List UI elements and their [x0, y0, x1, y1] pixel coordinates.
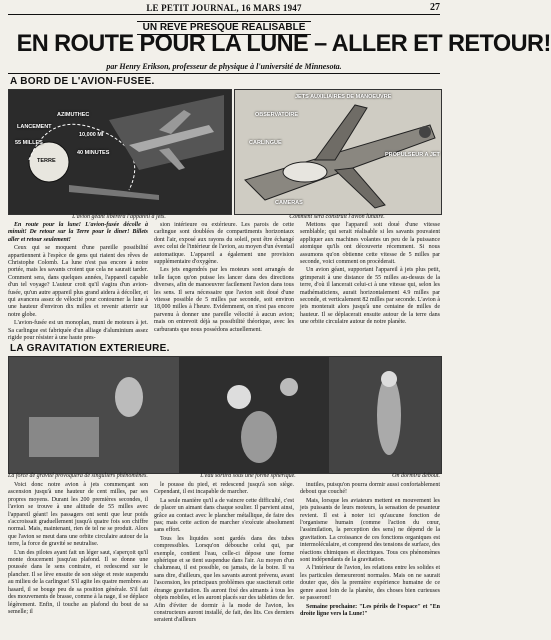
section1-col2-para-2: Les jets engendrés par les moteurs sont arrangés de telle façon qu'on puisse les lancer dans des directions diverses, afin de manoeuvrer facilement l'avion dans tous les sens. Il sera nécessaire que l'avion soit doué d'une vitesse possible de 5 milles par seconde, soit environ 18,000 milles à l'heure. Evidemment, on n'est pas encore parvenu à donner une pareille vélocité à aucun avion; mais on entrevoit déjà sa possibilité théorique, avec les carburants que nous possédons actuellement. — [154, 267, 294, 333]
plane-cutaway — [234, 89, 442, 215]
label-azimuth: AZIMUTHEC — [57, 112, 90, 118]
label-propeller: PROPULSEUR A JET — [385, 152, 440, 158]
section2-col3-para-3: A l'intérieur de l'avion, les relations entre les solides et les particules demeureront normales. Mais on ne saurait douter que, dès la première expérience humaine de ce genre aussi loin de la planète, des choses bien curieuses se passeront! — [300, 565, 440, 602]
launch-diagram-art — [9, 90, 231, 214]
gravity-caption-left: La force de gravité provoquera de singuliers phénomènes. — [8, 473, 148, 479]
section1-col1-para-1: En route pour la lune! L'avion-fusée décolle à minuit! De retour sur la Terre pour le dîner! Billets aller et retour seulement! — [8, 222, 148, 243]
figure-left-caption: L'avion géant libérera l'appareil à jets. — [72, 214, 166, 220]
section2-column-3 — [300, 482, 440, 636]
masthead-rule — [8, 14, 440, 15]
section1-col1-para-2: Ceux qui se moquent d'une pareille possibilité appartiennent à l'espèce de gens qui riaient des rêves de Christophe Colomb. La lune n'est pas encore à notre portée, mais les savants croient que cela ne saurait tarder. Comment sera, dans quelques années, l'appareil capable d'un tel voyage? L'auteur croit qu'il s'agira d'un avion-fusée, qu'un autre appareil plus grand aidera à décoller, et qui avancera assez de vélocité pour contourner la lune à une hauteur d'environ dix milles et revenir atterrir sur notre globe. — [8, 245, 148, 318]
label-fuselage: CARLINGUE — [249, 140, 282, 146]
section2-column-1 — [8, 482, 148, 636]
label-distance: 10,000 MI — [79, 132, 104, 138]
section1-col1-para-3: L'avion-fusée est un monoplan, muni de moteurs à jet. Sa carlingue est fabriquée d'un alliage d'aluminium assez rigide pour résister à une haute pres- — [8, 320, 148, 342]
gravity-caption-mid: L'eau sortira sous une forme sphérique. — [200, 473, 296, 479]
gravity-caption-right: On dormira debout. — [392, 473, 440, 479]
section2-col3-para-1: inutiles, puisqu'on pourra dormir aussi confortablement debout que couché! — [300, 482, 440, 496]
headline: EN ROUTE POUR LA LUNE – ALLER ET RETOUR! — [16, 30, 551, 57]
section2-col2-para-2: La seule manière qu'il a de vaincre cette difficulté, c'est de placer un aimant dans chaque soulier. Il parvient ainsi, grâce au contact avec le plancher métallique, de faire des pas; mais cette action de marcher s'exécute absolument sans effort. — [154, 497, 294, 534]
section2-col1-para-1: Voici donc notre avion à jets commençant son ascension jusqu'à une hauteur de cent milles, par ses propres moyens. Durant les 200 premières secondes, il l'avion se trouve à une altitude de 55 milles avec l'appareil géant! les passagers ont senti que leur poids s'accroissait graduellement jusqu'à quatre fois son chiffre normal. Mais, maintenant, rien de tel ne se produit. Alors que l'avion se meut dans une orbite circulaire autour de la terre, la force de gravité se neutralise. — [8, 482, 148, 548]
section2-col2-para-3: Tous les liquides sont gardés dans des tubes compressibles. Lorsqu'on débouche celui qui, par exemple, contient l'eau, celle-ci dépose une forme sphérique et se tient suspendue dans l'air. Au moyen d'un chalumeau, il est possible, ou jamais, de la boire. Il va sans dire, d'ailleurs, que les savants auront prévenu, avant l'ascension, les principaux problèmes que susciterait cette étrange gravitation. Ils auront fixé des aimants à tous les objets mobiles, et les auront placés sur des tablettes de fer. Afin d'éviter de dormir à la mode de l'avion, les constructeurs auront installé, de fait, des lits. Ces derniers seraient d'ailleurs — [154, 535, 294, 624]
label-s: 55 MILLES — [15, 140, 43, 146]
label-observatory: OBSERVATOIRE — [255, 112, 298, 118]
section1-column-1 — [8, 222, 148, 340]
section1-col2-para-1: sion intérieure ou extérieure. Les parois de cette carlingue sont doublées de compartiments horizontaux dont l'air, exposé aux rayons du soleil, peut être échangé avec celui de l'intérieur de l'avion, au moyen d'un éventail automatique. L'appareil a également une provision supplémentaire d'oxygène. — [154, 222, 294, 266]
section2-column-2 — [154, 482, 294, 636]
label-launch: LANCEMENT — [17, 124, 52, 130]
section1-heading: A BORD DE L'AVION-FUSEE. — [10, 76, 155, 87]
section2-heading: LA GRAVITATION EXTERIEURE. — [10, 343, 170, 354]
masthead-title: LE PETIT JOURNAL, 16 MARS 1947 — [146, 3, 302, 13]
label-earth: TERRE — [37, 158, 56, 164]
next-week-teaser: Semaine prochaine: "Les périls de l'espace" et "En droite ligne vers la Lune!" — [300, 603, 440, 617]
section1-col3-para-1: Mettons que l'appareil soit doué d'une vitesse semblable; qui serait réalisable si les savants pouvaient appliquer aux machines volantes un peu de la puissance atomique qu'ils ont découverte récemment. Si nous assumons qu'on obtienne cette vitesse de 5 milles par seconde, voici comment on procèderait. — [300, 222, 440, 266]
page-number: 27 — [430, 2, 440, 13]
label-cameras: CAMERAS — [275, 200, 303, 206]
launch-diagram — [8, 89, 232, 215]
byline: par Henry Erikson, professeur de physique à l'université de Minnesota. — [106, 62, 342, 71]
section1-column-3 — [300, 222, 440, 340]
label-moon-dist: 40 MINUTES — [77, 150, 110, 156]
section2-col2-para-1: le pousse du pied, et redescend jusqu'à son siège. Cependant, il est incapable de marcher. — [154, 482, 294, 496]
figure-right-caption: Comment sera construit l'avion lunaire. — [289, 214, 385, 220]
section2-col3-para-2: Mais, lorsque les aviateurs mettent en mouvement les jets puissants de leurs moteurs, la sensation de pesanteur revient. Il est à noter ici qu'aucune fonction de l'organisme humain (comme l'action du cœur, l'assimilation, la perception des sens) ne dépend de la gravitation. La croissance de ces fonctions organiques est intermoléculaire, et comprend des tensions de surface, des réactions chimiques et électriques. Tous ces phénomènes sont indépendants de la gravitation. — [300, 497, 440, 564]
section2-col1-para-2: L'un des pilotes ayant fait un léger saut, s'aperçoit qu'il monte doucement jusqu'au plafond. Il se donne une poussée dans le sens contraire, et redescend sur le plancher. Il se lève ensuite de son siège et reste suspendu au milieu de la carlingue! S'il agite les quatre membres au hasard, il se bouge peu de sa position générale. S'il fait des mouvements de brasse, comme à la nage, il se déplace légèrement. Enfin, il touche au plafond du bout de sa semelle; il — [8, 549, 148, 615]
gravity-illustration — [8, 356, 442, 474]
byline-rule — [8, 73, 440, 74]
gravity-illustration-art — [9, 357, 441, 473]
label-jets: JETS AUXILIAIRES DE MANOEUVRE — [295, 94, 392, 100]
section1-col3-para-2: Un avion géant, supportant l'appareil à jets plus petit, grimperait à une distance de 55 milles au-dessus de la terre, d'où il lancerait celui-ci à une vitesse qui, selon les mathématiciens, aurait horizontalement 4.9 milles par seconde, et verticalement 82 milles par seconde. L'avion à jets monterait alors jusqu'à une centaine de milles de hauteur. Il se déplacerait ensuite autour de la terre dans une orbite circulaire autour de notre planète. — [300, 267, 440, 326]
section1-column-2 — [154, 222, 294, 340]
kicker: UN REVE PRESQUE REALISABLE — [137, 21, 312, 35]
